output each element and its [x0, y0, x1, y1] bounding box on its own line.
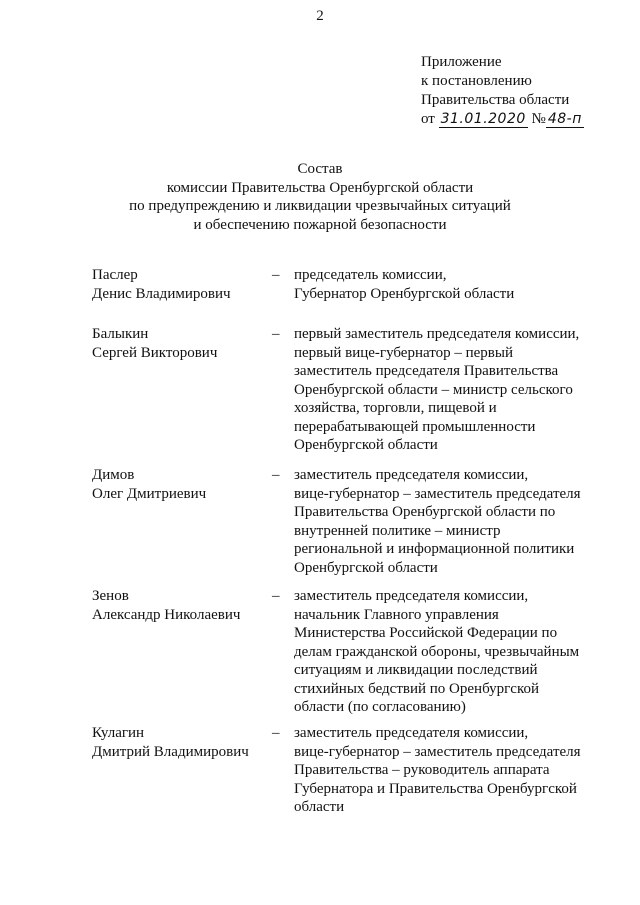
dash-separator: – — [272, 588, 280, 604]
title-line: и обеспечению пожарной безопасности — [193, 216, 447, 233]
member-entry — [0, 724, 640, 824]
member-role: заместитель председателя комиссии, начальник Главного управления Министерства Российской Федерации по делам гражданской обороны, чрезвычайным ситуациям и ликвидации последствий стихийных бедствий по Оренбургской области (по согласованию) — [294, 588, 580, 715]
title-line: комиссии Правительства Оренбургской области — [166, 179, 474, 196]
handwritten-number: 48-п — [547, 111, 582, 127]
appendix-block — [421, 53, 584, 129]
member-name: Паслер Денис Владимирович — [92, 267, 231, 302]
member-name: Димов Олег Дмитриевич — [92, 467, 207, 502]
member-role: заместитель председателя комиссии, вице-губернатор – заместитель председателя Правительства Оренбургской области по внутренней политике – министр региональной и информационной политики Оренбургской области — [294, 467, 581, 576]
document-title — [0, 160, 640, 234]
dash-separator: – — [272, 267, 280, 283]
title-line: Состав — [297, 161, 343, 177]
appendix-line: Правительства области — [421, 92, 570, 108]
member-name: Кулагин Дмитрий Владимирович — [92, 725, 249, 760]
title-line: по предупреждению и ликвидации чрезвычайных ситуаций — [129, 198, 511, 214]
member-role: первый заместитель председателя комиссии, первый вице-губернатор – первый заместитель председателя Правительства Оренбургской области – министр сельского хозяйства, торговли, пищевой и перерабатывающей промышленности Оренбургской области — [294, 326, 580, 453]
member-entry — [0, 266, 640, 325]
dash-separator: – — [272, 326, 280, 342]
member-role: заместитель председателя комиссии, вице-губернатор – заместитель председателя Правительства – руководитель аппарата Губернатора и Правительства Оренбургской области — [294, 725, 581, 815]
member-list — [0, 266, 640, 824]
member-entry — [0, 325, 640, 466]
member-role: председатель комиссии, Губернатор Оренбургской области — [294, 267, 515, 302]
page-number: 2 — [316, 8, 324, 24]
member-name: Зенов Александр Николаевич — [92, 588, 241, 623]
member-entry — [0, 587, 640, 724]
member-name: Балыкин Сергей Викторович — [92, 326, 218, 361]
number-prefix: № — [531, 111, 546, 127]
handwritten-date: 31.01.2020 — [440, 111, 526, 127]
dash-separator: – — [272, 725, 280, 741]
appendix-line: к постановлению — [421, 73, 532, 89]
appendix-line: Приложение — [421, 54, 502, 70]
dash-separator: – — [272, 467, 280, 483]
appendix-date-line — [421, 110, 584, 129]
member-entry — [0, 466, 640, 587]
date-prefix: от — [421, 111, 435, 127]
